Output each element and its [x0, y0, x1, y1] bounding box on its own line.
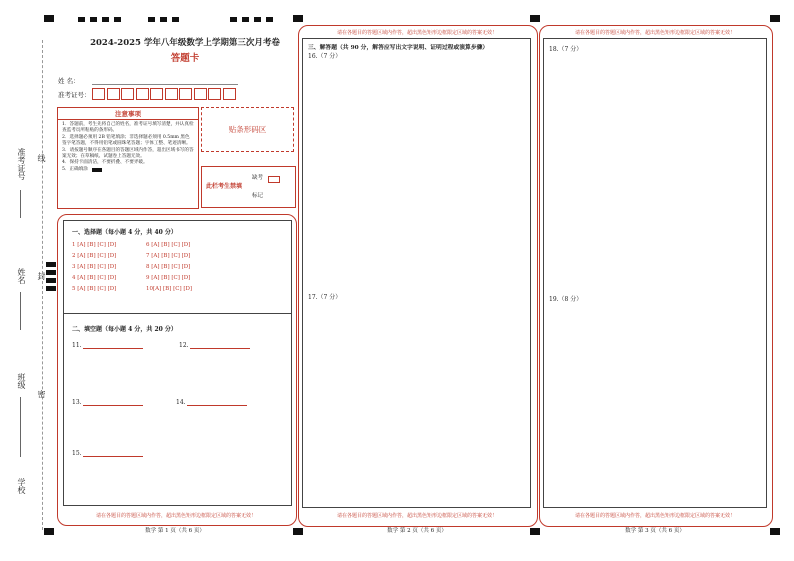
id-digit-box[interactable]: [165, 88, 178, 100]
q16-label: 16.（7 分）: [308, 53, 342, 60]
timing-mark: [44, 528, 54, 535]
choice-row[interactable]: 3 [A] [B] [C] [D]: [72, 264, 117, 270]
id-digit-box[interactable]: [107, 88, 120, 100]
q13-blank[interactable]: [83, 405, 143, 406]
note-item: 3．请按题号顺序在各题目的答题区域内作答，超出区域书写的答案无效；在草稿纸、试题卷上答题无效。: [62, 147, 194, 160]
filled-sample-icon: [92, 168, 102, 172]
timing-mark: [160, 17, 167, 22]
timing-mark: [230, 17, 237, 22]
id-digit-box[interactable]: [223, 88, 236, 100]
binding-line: [42, 40, 43, 530]
id-digit-box[interactable]: [121, 88, 134, 100]
choice-row[interactable]: 9 [A] [B] [C] [D]: [146, 275, 191, 281]
side-label-name: 姓名: [17, 268, 26, 284]
warning-text: 请在各题目的答题区域内作答，超出黑色矩形边框限定区域的答案无效！: [574, 513, 735, 519]
absent-text-2: 标记: [252, 193, 264, 199]
q18-label: 18.（7 分）: [549, 46, 583, 53]
side-label-school: 学校: [17, 478, 26, 494]
absent-mark-box[interactable]: [268, 176, 280, 183]
id-digit-box[interactable]: [150, 88, 163, 100]
absent-text: 缺考: [252, 175, 264, 181]
binding-mark-seal: 封: [37, 272, 46, 280]
name-field[interactable]: [92, 84, 238, 85]
q17-label: 17.（7 分）: [308, 294, 342, 301]
timing-mark: [90, 17, 97, 22]
note-item-row: [62, 167, 194, 173]
id-digit-box[interactable]: [179, 88, 192, 100]
choice-section: [63, 220, 292, 314]
page-footer-1: 数学 第 1 页（共 6 页）: [145, 528, 205, 534]
note-item: 4．保持卡面清洁，不要折叠、不要弄破。: [62, 160, 148, 166]
fill-section: [63, 314, 292, 506]
id-digit-box[interactable]: [136, 88, 149, 100]
name-label: 姓 名：: [58, 77, 80, 85]
timing-mark: [293, 15, 303, 22]
timing-mark: [242, 17, 249, 22]
note-item: 1．答题前，考生先将自己的姓名，准考证号填写清楚，并认真检查监考员所粘贴的条形码。: [62, 122, 194, 134]
timing-mark: [46, 286, 56, 291]
binding-mark-secret: 密: [37, 390, 46, 398]
q12-blank[interactable]: [190, 348, 250, 349]
q12-label: 12.: [179, 342, 189, 349]
notes-title: 注意事项: [58, 108, 198, 120]
choice-row[interactable]: 5 [A] [B] [C] [D]: [72, 286, 117, 292]
choice-row[interactable]: 1 [A] [B] [C] [D]: [72, 242, 117, 248]
choice-row[interactable]: 10[A] [B] [C] [D]: [146, 286, 193, 292]
q11-blank[interactable]: [83, 348, 143, 349]
solution-section-title: 三、解答题（共 90 分，解答应写出文字说明、证明过程或演算步骤）: [308, 45, 489, 51]
warning-text: 请在各题目的答题区域内作答，超出黑色矩形边框限定区域的答案无效！: [95, 513, 256, 519]
solution-section-2[interactable]: [543, 38, 767, 508]
q15-label: 15.: [72, 450, 82, 457]
id-digit-box[interactable]: [92, 88, 105, 100]
timing-mark: [770, 528, 780, 535]
choice-row[interactable]: 8 [A] [B] [C] [D]: [146, 264, 191, 270]
barcode-area: [201, 107, 294, 152]
side-underline: [20, 292, 21, 330]
timing-mark: [148, 17, 155, 22]
warning-text: 请在各题目的答题区域内作答，超出黑色矩形边框限定区域的答案无效！: [574, 30, 735, 36]
exam-id-label: 准考证号：: [58, 91, 91, 99]
side-label-id: 准考证号: [17, 148, 26, 180]
warning-text: 请在各题目的答题区域内作答，超出黑色矩形边框限定区域的答案无效！: [336, 513, 497, 519]
timing-mark: [172, 17, 179, 22]
timing-mark: [44, 15, 54, 22]
choice-row[interactable]: 4 [A] [B] [C] [D]: [72, 275, 117, 281]
page-footer-2: 数学 第 2 页（共 6 页）: [387, 528, 447, 534]
q14-blank[interactable]: [187, 405, 247, 406]
q14-label: 14.: [176, 399, 186, 406]
card-subtitle: 答题卡: [170, 53, 200, 64]
choice-section-title: 一、选择题（每小题 4 分，共 40 分）: [72, 229, 177, 236]
choice-row[interactable]: 7 [A] [B] [C] [D]: [146, 253, 191, 259]
page-footer-3: 数学 第 3 页（共 6 页）: [625, 528, 685, 534]
note-item: 5．正确填涂: [62, 166, 88, 172]
fill-section-title: 二、填空题（每小题 4 分，共 20 分）: [72, 326, 177, 333]
choice-row[interactable]: 6 [A] [B] [C] [D]: [146, 242, 191, 248]
side-label-class: 班级: [17, 373, 26, 389]
exam-id-boxes[interactable]: [92, 88, 242, 101]
q19-label: 19.（8 分）: [549, 296, 583, 303]
timing-mark: [78, 17, 85, 22]
absent-label: 此栏考生禁填: [206, 183, 243, 190]
timing-mark: [46, 270, 56, 275]
note-item: 2．选择题必须用 2B 铅笔填涂；非选择题必须用 0.5mm 黑色签字笔答题，不得用铅笔或圆珠笔答题；字体工整、笔迹清晰。: [62, 134, 191, 147]
timing-mark: [102, 17, 109, 22]
timing-mark: [266, 17, 273, 22]
notes-list: [58, 120, 198, 175]
id-digit-box[interactable]: [194, 88, 207, 100]
timing-mark: [254, 17, 261, 22]
timing-mark: [114, 17, 121, 22]
timing-mark: [770, 15, 780, 22]
barcode-label: 贴条形码区: [228, 125, 267, 134]
side-underline: [20, 397, 21, 457]
choice-row[interactable]: 2 [A] [B] [C] [D]: [72, 253, 117, 259]
absent-box: [201, 166, 296, 208]
q13-label: 13.: [72, 399, 82, 406]
notes-box: [57, 107, 199, 209]
side-underline: [20, 190, 21, 218]
q11-label: 11.: [72, 342, 82, 349]
binding-mark-line: 线: [37, 154, 46, 162]
warning-text: 请在各题目的答题区域内作答，超出黑色矩形边框限定区域的答案无效！: [336, 30, 497, 36]
solution-section[interactable]: [302, 38, 531, 508]
q15-blank[interactable]: [83, 456, 143, 457]
exam-title: 2024-2025 学年八年级数学上学期第三次月考卷: [90, 38, 280, 48]
timing-mark: [46, 278, 56, 283]
id-digit-box[interactable]: [208, 88, 221, 100]
timing-mark: [46, 262, 56, 267]
timing-mark: [530, 15, 540, 22]
